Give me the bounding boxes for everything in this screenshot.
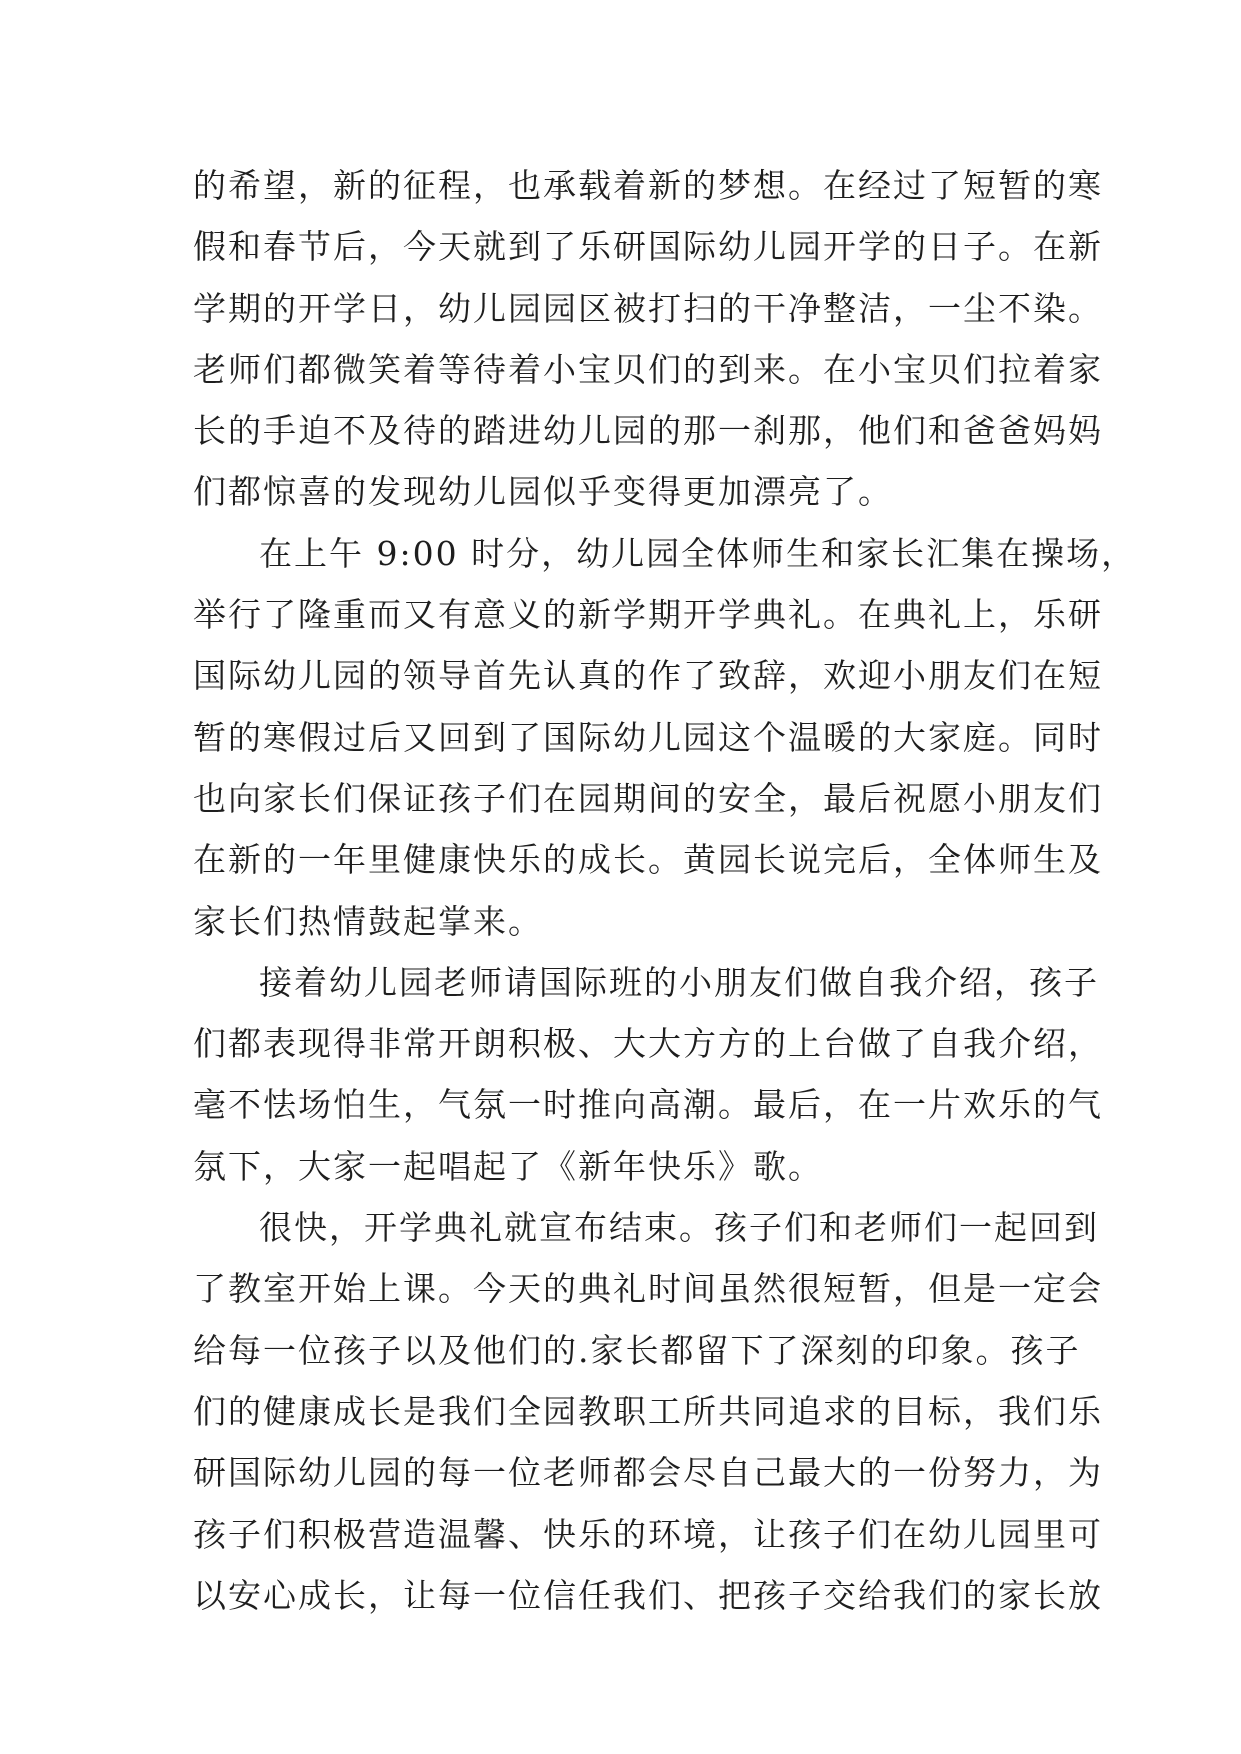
text-line: 研国际幼儿园的每一位老师都会尽自己最大的一份努力，为 [193, 1453, 1103, 1493]
text-line: 在新的一年里健康快乐的成长。黄园长说完后，全体师生及 [193, 840, 1103, 880]
text-line: 毫不怯场怕生，气氛一时推向高潮。最后，在一片欢乐的气 [193, 1085, 1103, 1125]
text-line: 在上午 9:00 时分，幼儿园全体师生和家长汇集在操场， [259, 533, 1137, 573]
text-line: 的希望，新的征程，也承载着新的梦想。在经过了短暂的寒 [193, 166, 1103, 205]
text-line: 也向家长们保证孩子们在园期间的安全，最后祝愿小朋友们 [193, 778, 1103, 818]
body-text [193, 155, 1137, 1626]
text-line: 长的手迫不及待的踏进幼儿园的那一刹那，他们和爸爸妈妈 [193, 411, 1103, 451]
text-line: 国际幼儿园的领导首先认真的作了致辞，欢迎小朋友们在短 [193, 656, 1103, 696]
text-line: 了教室开始上课。今天的典礼时间虽然很短暂，但是一定会 [193, 1269, 1103, 1309]
text-line: 老师们都微笑着等待着小宝贝们的到来。在小宝贝们拉着家 [193, 349, 1103, 389]
text-line: 给每一位孩子以及他们的.家长都留下了深刻的印象。孩子 [193, 1330, 1081, 1370]
text-line: 们都表现得非常开朗积极、大大方方的上台做了自我介绍， [193, 1024, 1103, 1064]
text-line: 们的健康成长是我们全园教职工所共同追求的目标，我们乐 [193, 1391, 1103, 1431]
text-line: 们都惊喜的发现幼儿园似乎变得更加漂亮了。 [193, 472, 893, 512]
text-line: 假和春节后，今天就到了乐研国际幼儿园开学的日子。在新 [193, 227, 1103, 267]
text-line: 氛下，大家一起唱起了《新年快乐》歌。 [193, 1146, 823, 1186]
text-line: 暂的寒假过后又回到了国际幼儿园这个温暖的大家庭。同时 [193, 717, 1103, 757]
text-line: 学期的开学日，幼儿园园区被打扫的干净整洁，一尘不染。 [193, 288, 1103, 328]
text-line: 接着幼儿园老师请国际班的小朋友们做自我介绍，孩子 [259, 962, 1099, 1002]
text-line: 以安心成长，让每一位信任我们、把孩子交给我们的家长放 [193, 1575, 1103, 1615]
text-line: 家长们热情鼓起掌来。 [193, 901, 543, 941]
text-line: 孩子们积极营造温馨、快乐的环境，让孩子们在幼儿园里可 [193, 1514, 1103, 1554]
text-line: 很快，开学典礼就宣布结束。孩子们和老师们一起回到 [259, 1208, 1099, 1248]
text-line: 举行了隆重而又有意义的新学期开学典礼。在典礼上，乐研 [193, 595, 1103, 635]
